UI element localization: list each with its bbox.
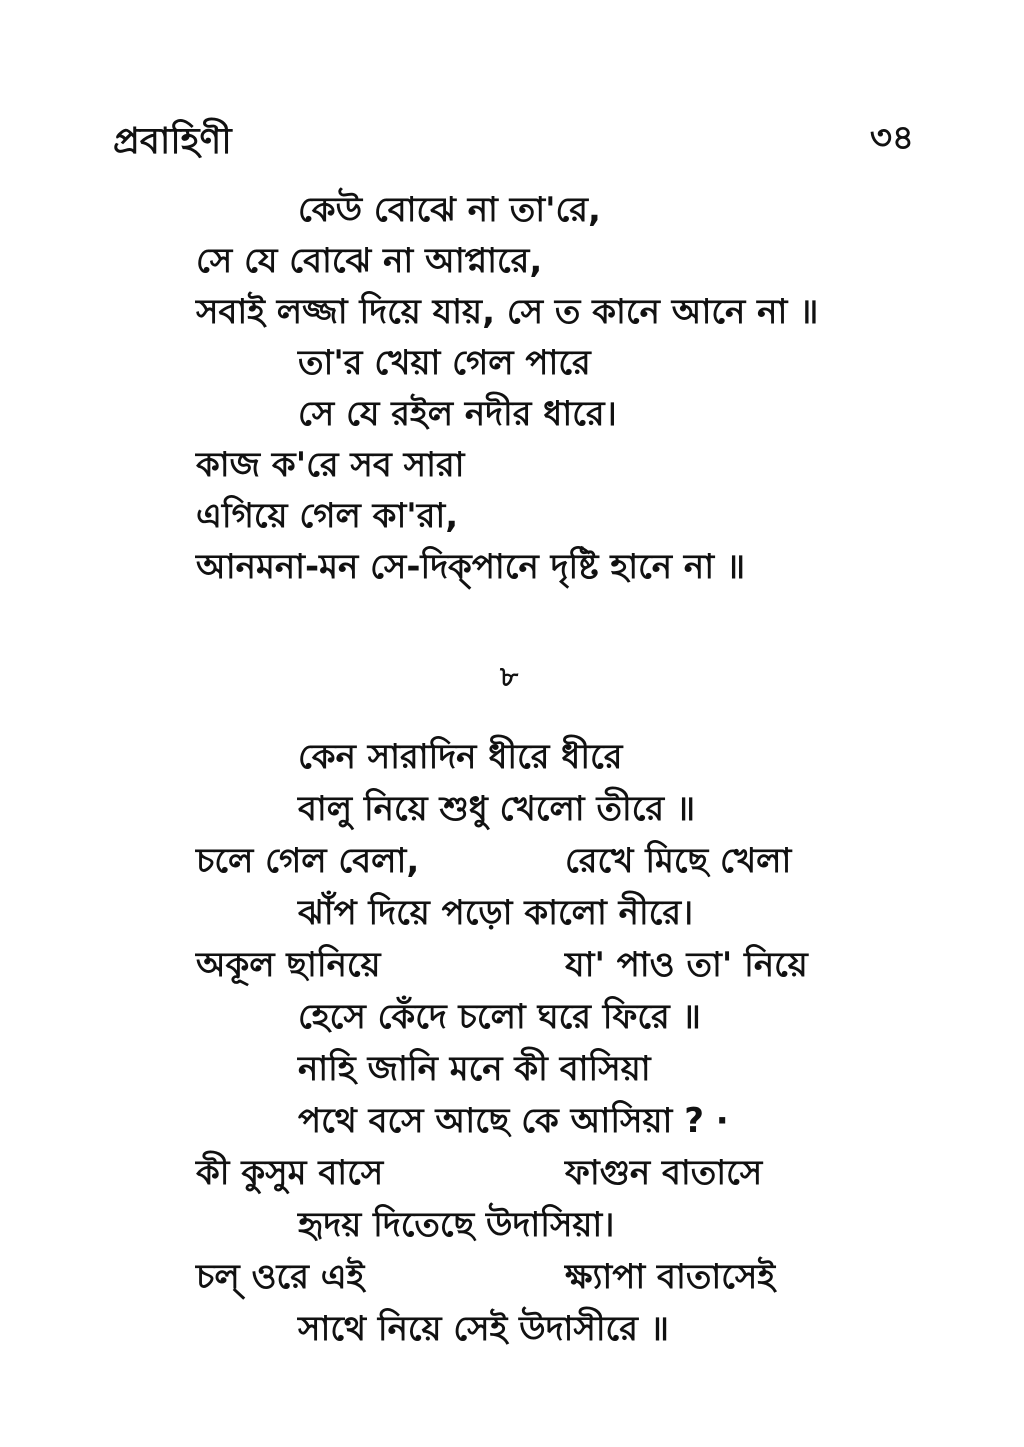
verse-line-right-part: ফাগুন বাতাসে	[565, 1153, 763, 1193]
verse-line-left-part: কী কুসুম বাসে	[196, 1153, 384, 1193]
verse-line: সে যে রইল নদীর ধারে।	[298, 394, 617, 434]
verse-line: হেসে কেঁদে চলো ঘরে ফিরে ॥	[298, 997, 701, 1037]
verse-line-right-part: রেখে মিছে খেলা	[565, 841, 792, 881]
verse-line-left-part: অকূল ছানিয়ে	[196, 945, 381, 985]
verse-line-right-part: যা' পাও তা' নিয়ে	[565, 945, 808, 985]
poem-number: ৮	[500, 660, 519, 693]
verse-line-left-part: চল্‌ ওরে এই	[196, 1257, 365, 1297]
verse-line: সে যে বোঝে না আপ্নারে,	[196, 241, 543, 281]
running-head-title: প্রবাহিণী	[113, 121, 232, 162]
verse-line: পথে বসে আছে কে আসিয়া ? ·	[298, 1101, 729, 1141]
verse-line: তা'র খেয়া গেল পারে	[298, 343, 591, 383]
verse-line-right-part: ক্ষ্যাপা বাতাসেই	[565, 1257, 776, 1297]
verse-line: সবাই লজ্জা দিয়ে যায়, সে ত কানে আনে না ॥	[196, 292, 819, 332]
verse-line: কাজ ক'রে সব সারা	[196, 445, 465, 485]
verse-line: ঝাঁপ দিয়ে পড়ো কালো নীরে।	[298, 893, 694, 933]
verse-line: কেউ বোঝে না তা'রে,	[298, 190, 601, 230]
verse-line: হৃদয় দিতেছে উদাসিয়া।	[298, 1205, 615, 1245]
verse-line: সাথে নিয়ে সেই উদাসীরে ॥	[298, 1309, 669, 1349]
verse-line: কেন সারাদিন ধীরে ধীরে	[298, 737, 623, 777]
verse-line: আনমনা-মন সে-দিক্‌পানে দৃষ্টি হানে না ॥	[196, 547, 746, 587]
page-number: ৩৪	[869, 118, 914, 158]
verse-line: বালু নিয়ে শুধু খেলো তীরে ॥	[298, 789, 696, 829]
verse-line: নাহি জানি মনে কী বাসিয়া	[298, 1049, 651, 1089]
verse-line: এগিয়ে গেল কা'রা,	[196, 496, 459, 536]
verse-line-left-part: চলে গেল বেলা,	[196, 841, 420, 881]
